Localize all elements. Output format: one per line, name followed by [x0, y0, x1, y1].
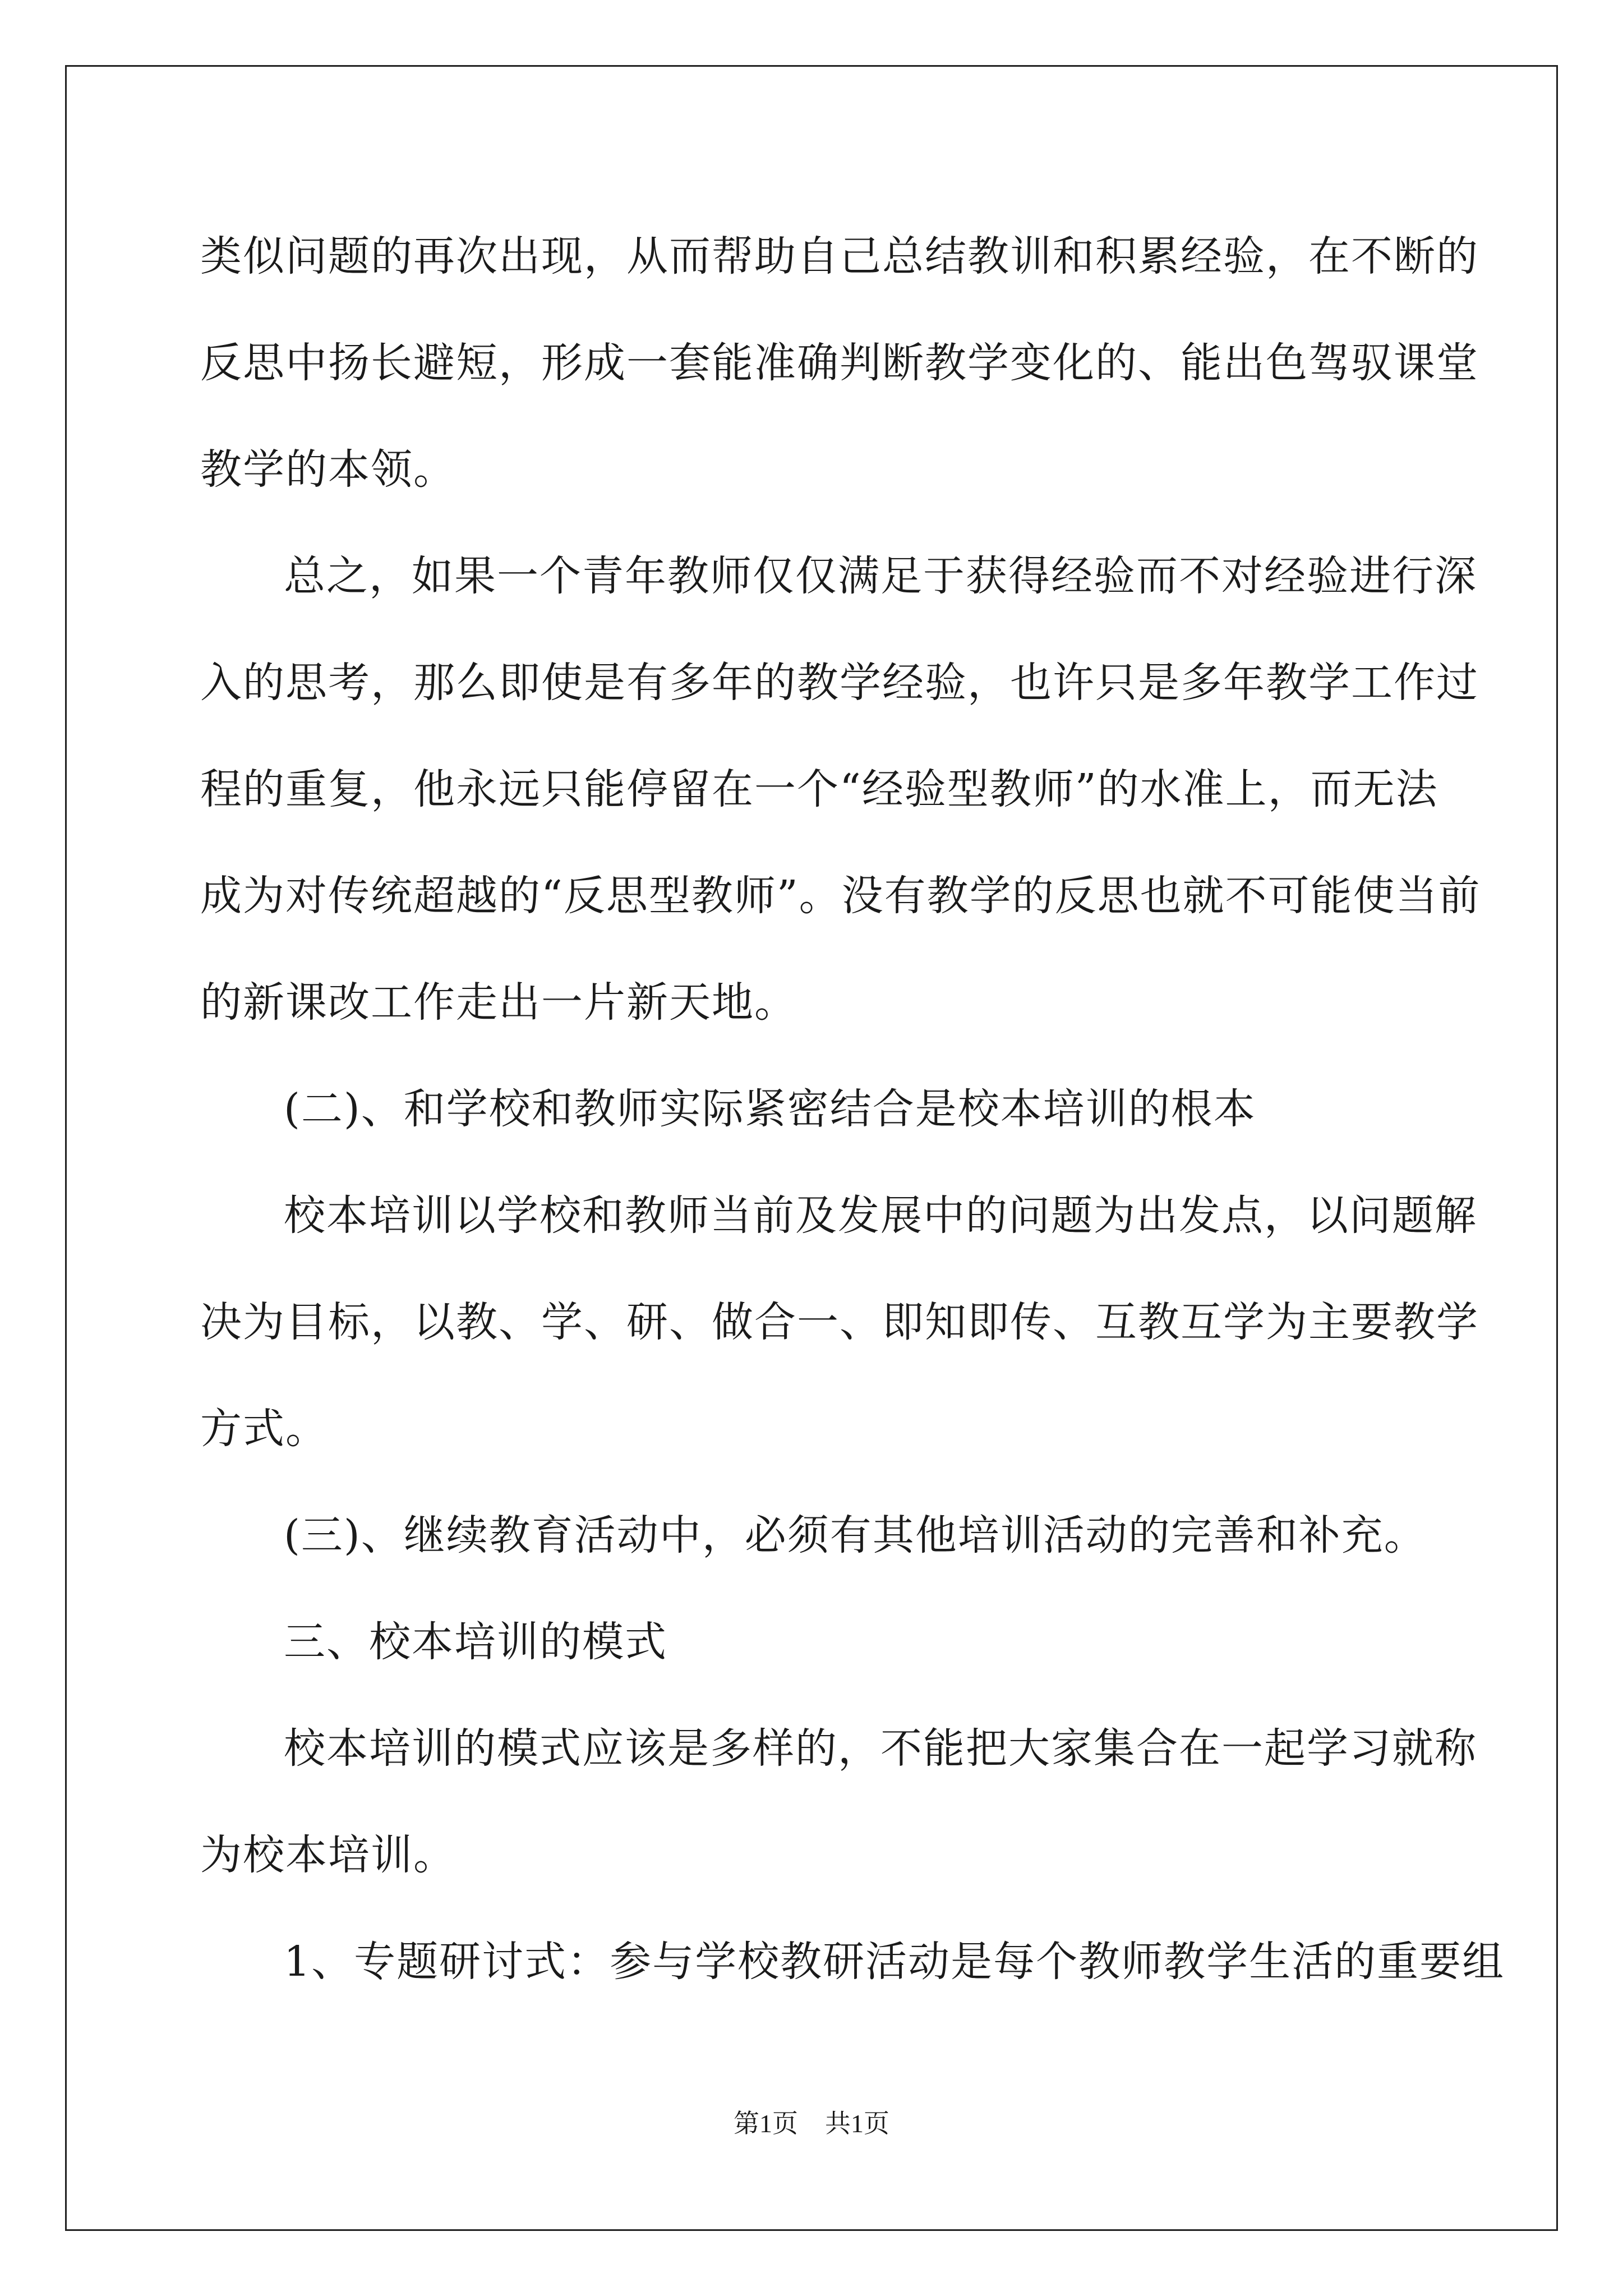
text-line: 为校本培训。 — [200, 1831, 456, 1879]
section-heading: (三)、继续教育活动中，必须有其他培训活动的完善和补充。 — [284, 1511, 1427, 1559]
page-footer — [0, 2107, 1623, 2141]
text-line: 方式。 — [200, 1405, 328, 1453]
text-line: 决为目标，以教、学、研、做合一、即知即传、互教互学为主要教学 — [200, 1298, 1479, 1346]
text-line: 的新课改工作走出一片新天地。 — [200, 978, 797, 1027]
text-line: 成为对传统超越的“反思型教师”。没有教学的反思也就不可能使当前 — [200, 872, 1481, 920]
text-line: 反思中扬长避短，形成一套能准确判断教学变化的、能出色驾驭课堂 — [200, 339, 1479, 387]
text-line: 入的思考，那么即使是有多年的教学经验，也许只是多年教学工作过 — [200, 659, 1479, 707]
total-pages: 共1页 — [825, 2109, 889, 2138]
section-heading: 三、校本培训的模式 — [284, 1618, 667, 1666]
paragraph-start-line: 校本培训的模式应该是多样的，不能把大家集合在一起学习就称 — [284, 1724, 1477, 1773]
text-line: 类似问题的再次出现，从而帮助自己总结教训和积累经验，在不断的 — [200, 232, 1479, 280]
paragraph-start-line: 校本培训以学校和教师当前及发展中的问题为出发点，以问题解 — [284, 1191, 1477, 1240]
text-line: 教学的本领。 — [200, 445, 456, 494]
page-number: 第1页 — [734, 2109, 798, 2138]
document-body — [200, 203, 1505, 2015]
text-line: 程的重复，他永远只能停留在一个“经验型教师”的水准上，而无法 — [200, 765, 1438, 813]
paragraph-start-line: 1、专题研讨式：参与学校教研活动是每个教师教学生活的重要组 — [284, 1938, 1505, 1986]
paragraph-start-line: 总之，如果一个青年教师仅仅满足于获得经验而不对经验进行深 — [284, 552, 1477, 600]
section-heading: (二)、和学校和教师实际紧密结合是校本培训的根本 — [284, 1085, 1256, 1133]
